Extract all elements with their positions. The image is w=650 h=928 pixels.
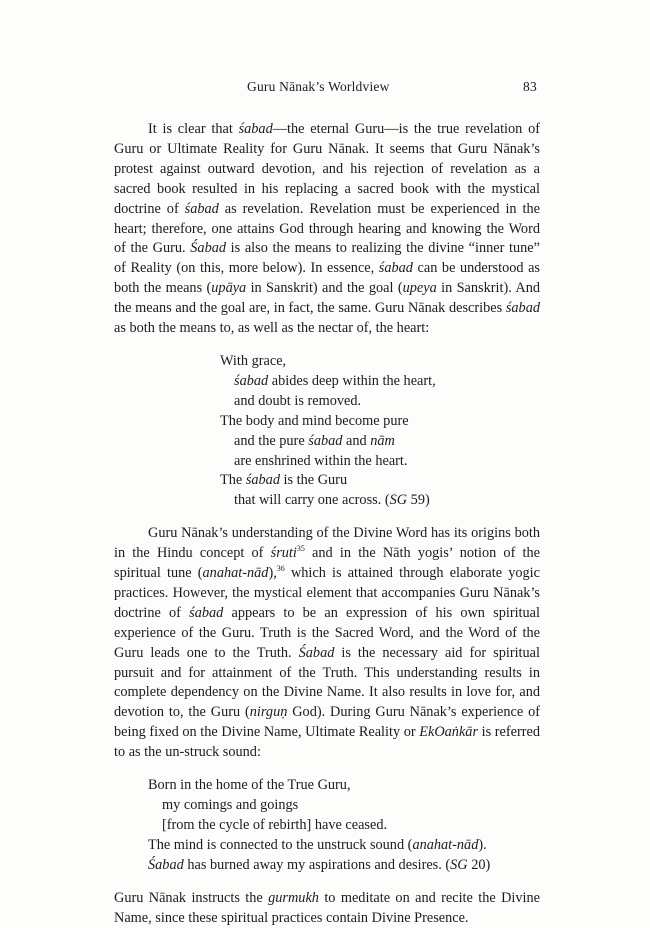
paragraph-1 [114, 120, 540, 339]
page-number: 83 [523, 79, 537, 94]
italic-term: śruti [270, 545, 297, 562]
text-run: abides deep within the heart, [268, 372, 436, 389]
italic-term: EkOaṅkār [419, 724, 479, 741]
italic-term: nām [370, 432, 395, 449]
text-run: Guru Nānak instructs the [114, 889, 269, 906]
italic-term: śabad [238, 121, 273, 137]
italic-term: śabad [189, 604, 224, 621]
text-run: The [220, 472, 246, 489]
text-run: can be understood as both the means ( [114, 260, 540, 297]
italic-term: Śabad [190, 240, 227, 257]
text-run: as revelation. Revelation must be experienced in the heart; therefore, one attains God through hearing and knowing the Word of the Guru. [114, 200, 540, 257]
italic-term: anahat-nād [202, 565, 269, 582]
italic-term: Śabad [148, 856, 184, 873]
italic-term: śabad [184, 200, 219, 217]
verse-line [220, 452, 540, 472]
verse-line [148, 796, 540, 816]
verse-line [220, 471, 540, 491]
body-text [114, 120, 540, 928]
italic-term: anahat-nād [412, 836, 479, 853]
text-run: which is attained through elaborate yogic practices. However, the mystical element that accompanies Guru Nānak’s doctrine of [114, 565, 541, 621]
text-run: is the necessary aid for spiritual pursuit and for attainment of the Truth. This understanding results in complete dependency on the Divine Name. It also results in love for, and devotion to, the Guru ( [114, 644, 540, 721]
verse-line [148, 856, 540, 876]
text-run: is the Guru [279, 472, 348, 489]
paragraph-2 [114, 524, 540, 763]
italic-term: upāya [211, 280, 247, 297]
verse-line [220, 372, 540, 392]
italic-term: Śabad [298, 644, 335, 661]
verse-line [220, 491, 540, 511]
text-run: ). [478, 836, 487, 853]
text-run: in Sanskrit) and the goal ( [246, 280, 403, 297]
text-run: God). During Guru Nānak’s experience of being fixed on the Divine Name, Ultimate Reality or [114, 704, 541, 741]
verse-line [148, 776, 540, 796]
italic-term: śabad [505, 300, 540, 317]
text-run: and doubt is removed. [234, 392, 362, 409]
text-run: and in the Nāth yogis’ notion of the spiritual tune ( [114, 545, 540, 582]
verse-quote-1 [114, 352, 540, 511]
italic-term: śabad [378, 260, 413, 277]
verse-line [148, 836, 540, 856]
text-run: that will carry one across. ( [234, 492, 390, 509]
text-run: and the pure [234, 432, 309, 449]
italic-term: upeya [402, 280, 437, 297]
verse-line [220, 392, 540, 412]
text-run: Born in the home of the True Guru, [148, 777, 351, 794]
text-run: With grace, [220, 352, 287, 369]
text-run: my comings and goings [162, 797, 299, 813]
text-run: ), [268, 565, 277, 582]
verse-quote-2 [114, 776, 540, 876]
running-title: Guru Nānak’s Worldview [247, 79, 390, 94]
text-run: to meditate on and recite the Divine Name, since these spiritual practices contain Divine Presence. [114, 889, 541, 926]
text-run: The mind is connected to the unstruck sound ( [148, 836, 413, 853]
text-run: —the eternal Guru—is the true revelation of Guru or Ultimate Reality for Guru Nānak. It seems that Guru Nānak’s protest against outward devotion, and his rejection of revelation as a sacred book resulted in his replacing a sacred book with the mystical doctrine of [114, 121, 540, 217]
italic-term: śabad [308, 432, 343, 449]
text-run: as both the means to, as well as the nectar of, the heart: [114, 320, 430, 337]
paragraph-3 [114, 889, 540, 928]
italic-term: SG [389, 492, 408, 509]
verse-line [220, 412, 540, 432]
text-run: is also the means to realizing the divine “inner tune” of Reality (on this, more below). In essence, [114, 240, 540, 277]
text-run: 59) [407, 492, 430, 509]
text-run: has burned away my aspirations and desires. ( [183, 856, 451, 873]
italic-term: śabad [245, 472, 280, 489]
italic-term: SG [450, 856, 468, 873]
text-run: are enshrined within the heart. [234, 452, 408, 469]
footnote-ref: 36 [276, 564, 285, 574]
italic-term: śabad [234, 372, 269, 389]
text-run: Guru Nānak’s understanding of the Divine Word has its origins both in the Hindu concept of [114, 525, 540, 562]
verse-line [148, 816, 540, 836]
text-run: 20) [467, 856, 491, 873]
text-run: and [342, 432, 371, 449]
text-run: is referred to as the un-struck sound: [114, 724, 541, 761]
text-run: in Sanskrit). And the means and the goal are, in fact, the same. Guru Nānak describes [114, 280, 540, 317]
verse-line [220, 432, 540, 452]
italic-term: gurmukh [268, 889, 319, 906]
text-run: [from the cycle of rebirth] have ceased. [162, 816, 388, 833]
text-run: It is clear that [148, 121, 239, 137]
text-run: appears to be an expression of his own spiritual experience of the Guru. Truth is the Sacred Word, and the Word of the Guru leads one to the Truth. [114, 604, 541, 661]
text-run: The body and mind become pure [220, 412, 409, 429]
italic-term: nirguṇ [249, 704, 288, 721]
footnote-ref: 35 [296, 544, 305, 554]
verse-line [220, 352, 540, 372]
